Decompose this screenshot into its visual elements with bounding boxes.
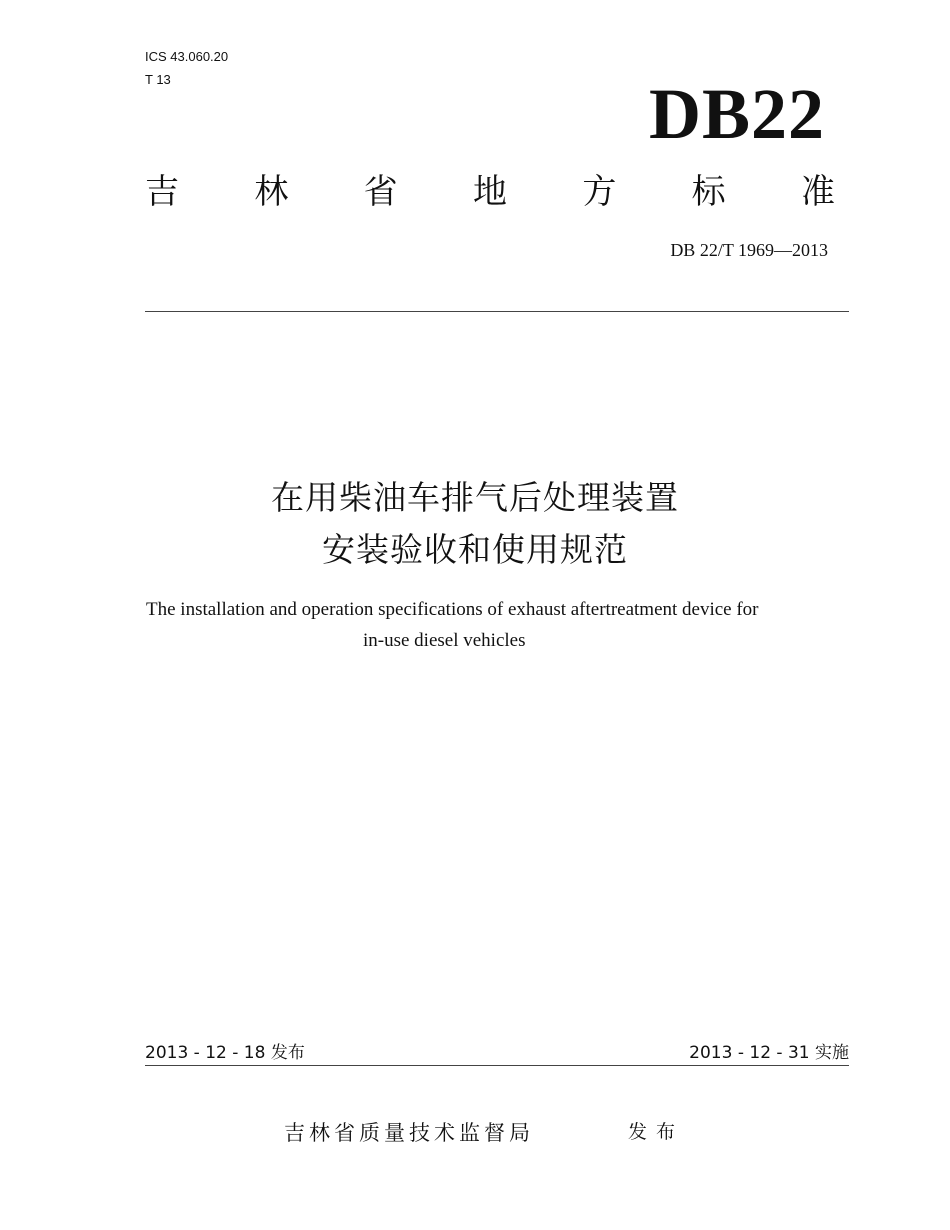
class-code: T 13	[145, 72, 171, 87]
top-divider	[145, 311, 849, 312]
standard-type-char: 地	[472, 172, 507, 212]
standard-type-char: 吉	[145, 172, 179, 212]
ics-code: ICS 43.060.20	[145, 49, 229, 64]
english-title-line-2: in-use diesel vehicles	[363, 630, 526, 651]
standard-type-char: 林	[254, 172, 289, 212]
classification-codes	[145, 45, 228, 91]
standard-type-char: 方	[582, 172, 617, 212]
issue-date: 2013 - 12 - 18 发布	[145, 1043, 305, 1063]
standard-type-char: 省	[363, 172, 398, 212]
chinese-title	[0, 472, 950, 576]
standard-type-heading	[145, 170, 835, 214]
standard-type-char: 准	[800, 172, 835, 212]
standard-number: DB 22/T 1969—2013	[670, 240, 828, 260]
chinese-title-line-2: 安装验收和使用规范	[322, 530, 628, 569]
bottom-divider	[145, 1065, 849, 1066]
standard-type-char: 标	[691, 172, 726, 212]
chinese-title-line-1: 在用柴油车排气后处理装置	[271, 478, 679, 517]
english-title-line-1: The installation and operation specifications of exhaust aftertreatment device for	[146, 599, 759, 620]
issuing-authority: 吉林省质量技术监督局	[284, 1121, 534, 1145]
standard-logo: DB22	[648, 74, 825, 154]
issue-verb: 发布	[628, 1121, 685, 1143]
implementation-date: 2013 - 12 - 31 实施	[689, 1043, 849, 1063]
